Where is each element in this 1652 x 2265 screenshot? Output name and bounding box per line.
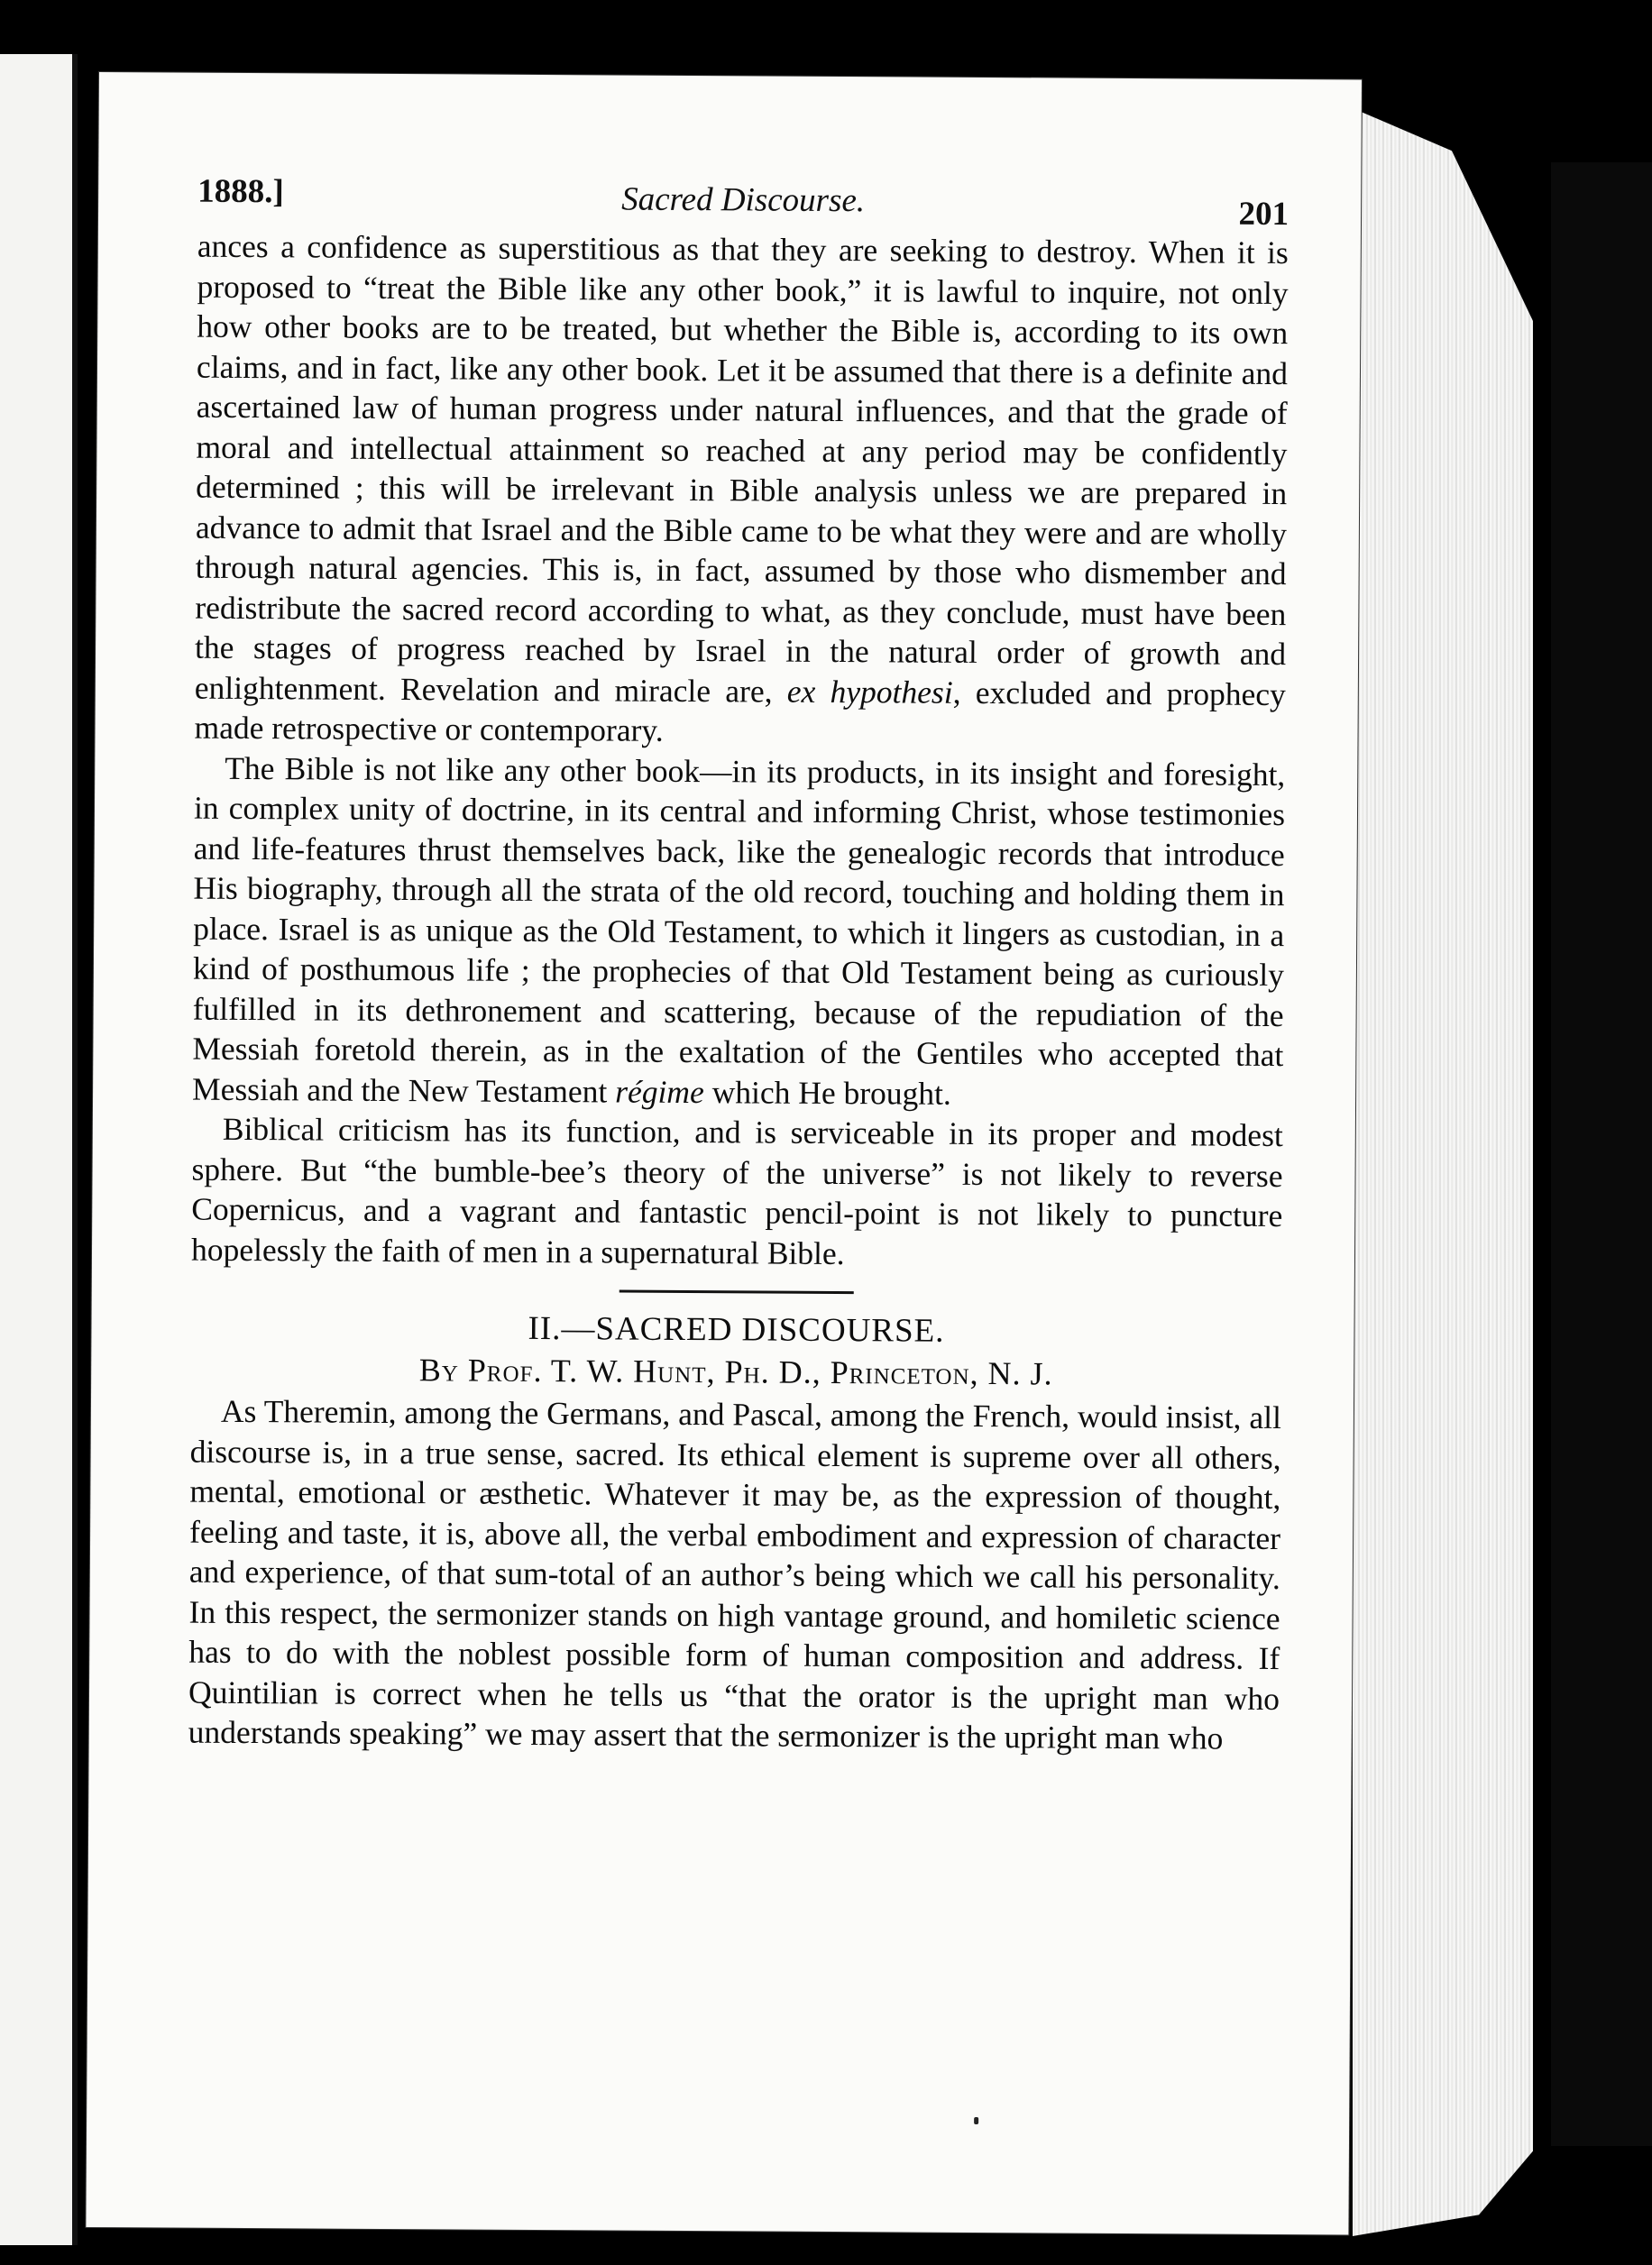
italic-phrase: ex hypothesi: [786, 673, 953, 711]
book-page: [86, 72, 1362, 2235]
paragraph-biblical-criticism: Biblical criticism has its function, and is serviceable in its proper and modest sphere. But “the bumble-bee’s theory of the universe” is not likely to reverse Copernicus, and a vagrant and fantastic pencil-point is not likely to puncture hopelessly the faith of men in a supernatural Bible.: [190, 1110, 1283, 1271]
section-heading: II.—SACRED DISCOURSE.: [528, 1309, 945, 1350]
section-byline: By Prof. T. W. Hunt, Ph. D., Princeton, N. J.: [418, 1352, 1053, 1392]
facing-page-edge: [0, 54, 78, 2245]
paragraph-text: The Bible is not like any other book—in its products, in its insight and foresight, in complex unity of doctrine, in its central and informing Christ, whose testimonies and life-features thrust themselves back, like the genealogic records that introduce His biography, through all the strata of the old record, touching and holding them in place. Israel is as unique as the Old Testament, to which it lingers as custodian, in a kind of posthumous life ; the prophecies of that Old Testament being as curiously fulfilled in its dethronement and scattering, because of the repudiation of the Messiah foretold therein, as in the exaltation of the Gentiles who accepted that Messiah and the New Testament: [191, 749, 1286, 1109]
running-head: [197, 172, 1289, 233]
italic-word: régime: [615, 1073, 704, 1110]
section-divider: [620, 1290, 854, 1295]
paragraph-text-end: , excluded and prophecy made retrospective or contemporary.: [194, 674, 1286, 748]
page-number: 201: [1238, 195, 1289, 234]
running-head-title: Sacred Discourse.: [621, 180, 866, 220]
paragraph-bible-criticism-continued: [194, 226, 1289, 755]
running-head-year: 1888.]: [197, 172, 284, 211]
paragraph-text-end: which He brought.: [711, 1073, 952, 1112]
book-cover-shadow: [1551, 162, 1652, 2146]
page-body: [188, 226, 1289, 1759]
paragraph-bible-unique: [192, 747, 1285, 1115]
paragraph-sacred-discourse: As Theremin, among the Germans, and Pascal, among the French, would insist, all discourse is, in a true sense, sacred. Its ethical element is supreme over all others, mental, emotional or æsthetic. Whatever it may be, as the expression of thought, feeling and taste, it is, above all, the verbal embodiment and expression of character and experience, of that sum-total of an author’s being which we call his personality. In this respect, the sermonizer stands on high vantage ground, and homiletic science has to do with the noblest possible form of human composition and address. If Quintilian is correct when he tells us “that the orator is the upright man who understands speaking” we may assert that the sermonizer is the upright man who: [188, 1392, 1282, 1756]
ink-speck: [974, 2117, 978, 2124]
page-stack-edges: [1353, 108, 1533, 2236]
paragraph-text: ances a confidence as superstitious as that they are seeking to destroy. When it is proposed to “treat the Bible like any other book,” it is lawful to inquire, not only how other books are to be treated, but whether the Bible is, according to its own claims, and in fact, like any other book. Let it be assumed that there is a definite and ascertained law of human progress under natural influences, and that the grade of moral and intellectual attainment so reached at any period may be confidently determined ; this will be irrelevant in Bible analysis unless we are prepared in advance to admit that Israel and the Bible came to be what they were and are wholly through natural agencies. This is, in fact, assumed by those who dismember and redistribute the sacred record according to what, as they conclude, must have been the stages of progress reached by Israel in the natural order of growth and enlightenment. Revelation and miracle are,: [194, 227, 1289, 710]
